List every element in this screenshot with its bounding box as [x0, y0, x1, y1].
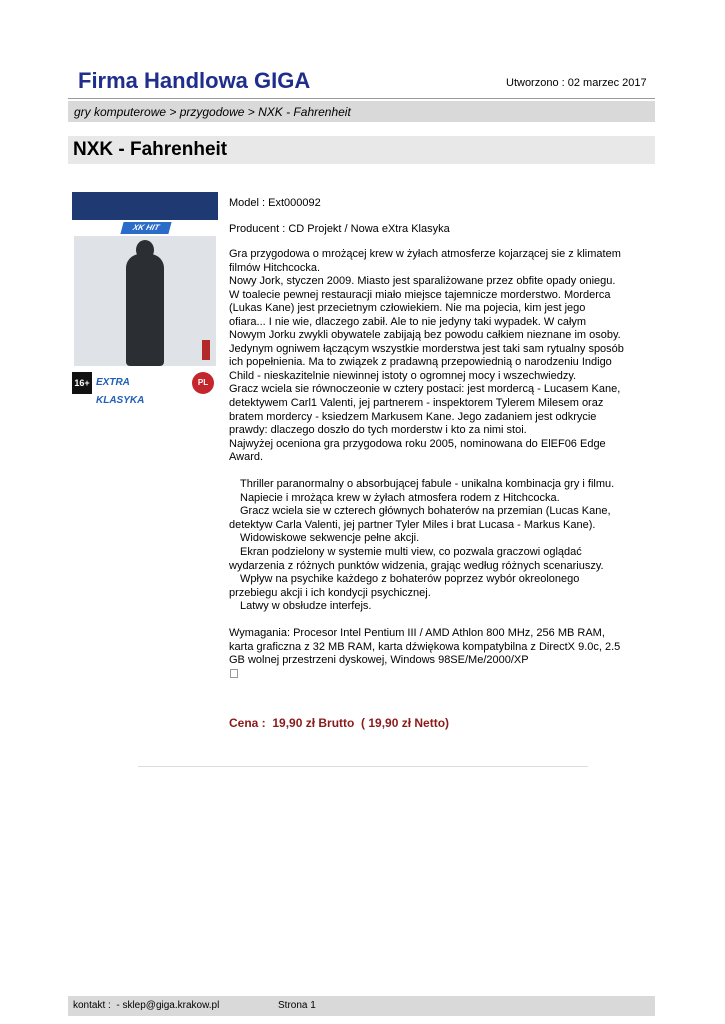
cover-figure [126, 254, 164, 366]
description-paragraph: Nowy Jork, styczen 2009. Miasto jest sparaliżowane przez obfite opady oniegu. W toalecie pewnej restauracji miało miejsce tajemnicze morderstwo. Morderca (Lukas Kane) jest przecietnym człowiekiem. Nie ma pojecia, kim jest jego ofiara... I nie wie, dlaczego zabił. Ale to nie jedyny taki wypadek. W całym Nowym Jorku zwykli obywatele zabijają bez powodu całkiem nieznane im osoby. Jedynym ogniwem łączącym wszystkie morderstwa jest taki sam rytualny sposób ich popełnienia. Ma to związek z pradawną przepowiednią o narodzeniu Indigo Child - nieskazitelnie niewinnej istoty o ogromnej mocy i wszechwiedzy. [229, 275, 624, 382]
product-producer: Producent : CD Projekt / Nowa eXtra Klasyka [229, 223, 450, 235]
placeholder-box-icon [230, 669, 238, 678]
cover-artwork [74, 236, 216, 366]
product-title: NXK - Fahrenheit [73, 139, 228, 160]
system-requirements: Wymagania: Procesor Intel Pentium III / AMD Athlon 800 MHz, 256 MB RAM, karta graficzna z 32 MB RAM, karta dźwiękowa kompatybilna z DirectX 9.0c, 2.5 GB wolnej przestrzeni dyskowej, Windows 98SE/Me/2000/XP [229, 627, 621, 667]
series-logo: EXTRA KLASYKA [96, 377, 145, 406]
feature-item: Thriller paranormalny o absorbującej fabule - unikalna kombinacja gry i filmu. [240, 478, 615, 491]
cover-top-band [72, 192, 218, 220]
company-title: Firma Handlowa GIGA [78, 68, 311, 93]
feature-item: Ekran podzielony w systemie multi view, co pozwala graczowi oglądać wydarzenia z różnych punktów widzenia, grając według różnych scenariuszy. [229, 546, 604, 572]
created-date: Utworzono : 02 marzec 2017 [506, 77, 647, 89]
country-badge: PL [192, 372, 214, 394]
footer-contact[interactable]: kontakt : - sklep@giga.krakow.pl [73, 1000, 220, 1011]
feature-item: Napiecie i mrożąca krew w żyłach atmosfera rodem z Hitchcocka. [240, 491, 560, 504]
feature-item: Wpływ na psychike każdego z bohaterów poprzez wybór okreolonego przebiegu akcji i ich kondycji psychicznej. [229, 573, 580, 599]
product-cover-image [72, 192, 218, 406]
feature-item: Widowiskowe sekwencje pełne akcji. [240, 532, 420, 545]
cover-red-mark [202, 340, 210, 360]
cover-hit-logo: XK HIT [120, 222, 171, 234]
description-paragraph: Gra przygodowa o mrożącej krew w żyłach atmosferze kojarzącej sie z klimatem filmów Hitchcocka. [229, 248, 621, 274]
age-rating-badge: 16+ [72, 372, 92, 394]
product-title-bar [68, 136, 655, 164]
product-description [229, 248, 625, 682]
breadcrumb[interactable]: gry komputerowe > przygodowe > NXK - Fahrenheit [74, 105, 351, 119]
product-model: Model : Ext000092 [229, 197, 321, 209]
header-divider [68, 98, 655, 99]
description-paragraph: Najwyżej oceniona gra przygodowa roku 2005, nominowana do ElEF06 Edge Award. [229, 437, 606, 464]
page-number: Strona 1 [278, 1000, 316, 1011]
product-price: Cena : 19,90 zł Brutto ( 19,90 zł Netto) [229, 716, 450, 730]
footer-bar [68, 996, 655, 1016]
price-divider [138, 766, 588, 767]
feature-item: Gracz wciela sie w czterech głównych bohaterów na przemian (Lucas Kane, detektyw Carla Valenti, jej partner Tyler Miles i brat Lucasa - Markus Kane). [229, 505, 611, 531]
feature-item: Latwy w obsłudze interfejs. [240, 600, 372, 613]
breadcrumb-bar [68, 101, 655, 122]
description-paragraph: Gracz wciela sie równoczeonie w cztery postaci: jest mordercą - Lucasem Kane, detektywem Carl1 Valenti, jej partnerem - inspektorem Tylerem Milesem oraz bratem mordercy - ksiedzem Markusem Kane. Jego zadaniem jest odkrycie prawdy: dlaczego doszło do tych morderstw i kto za nimi stoi. [229, 383, 621, 437]
